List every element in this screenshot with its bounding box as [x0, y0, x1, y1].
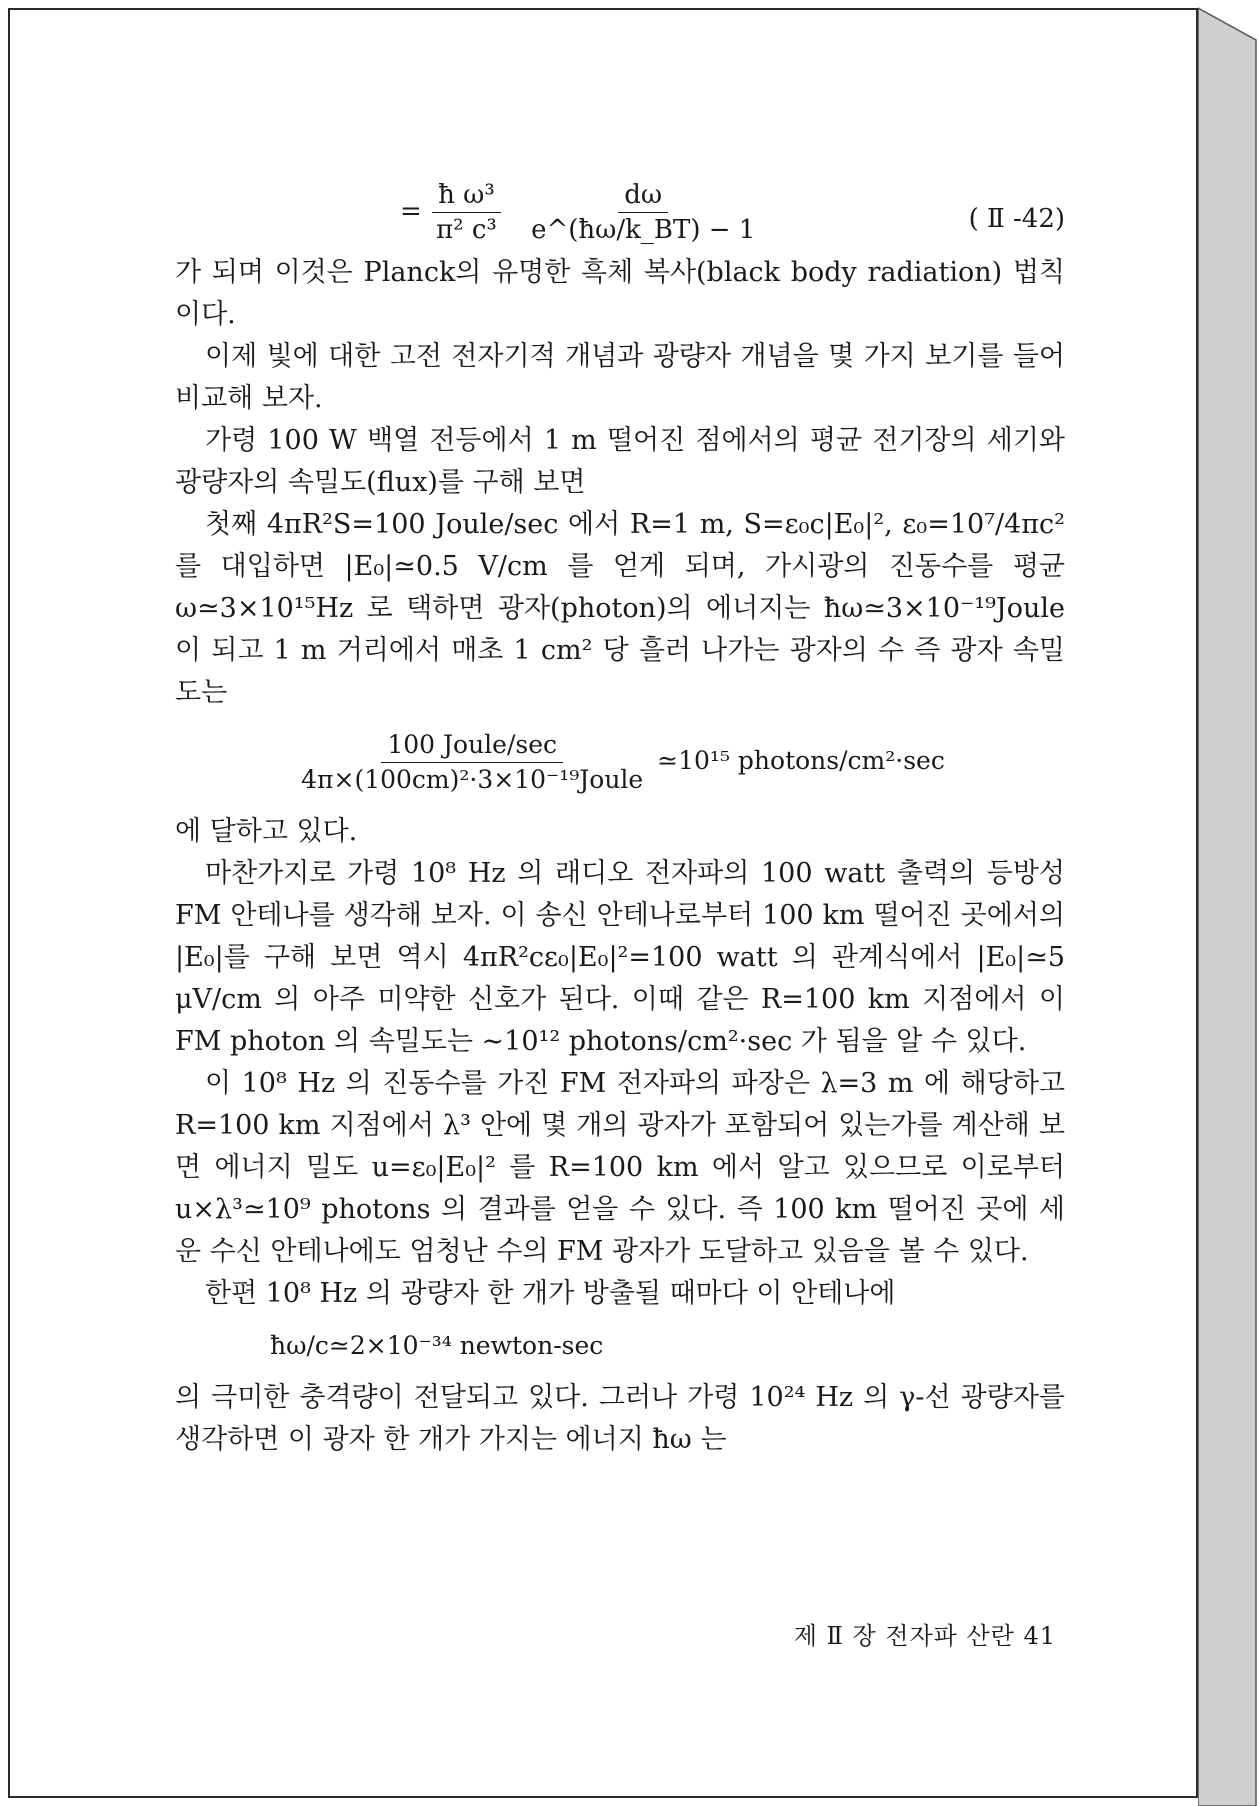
book-spine-edge	[1198, 0, 1259, 1806]
paragraph: 가령 100 W 백열 전등에서 1 m 떨어진 점에서의 평균 전기장의 세기와 광량자의 속밀도(flux)를 구해 보면	[175, 425, 1065, 498]
momentum-equation: ħω/c≃2×10⁻³⁴ newton-sec	[270, 1331, 604, 1360]
photon-flux-equation	[175, 728, 1065, 797]
flux-fraction	[295, 728, 649, 797]
fraction-denominator: 4π×(100cm)²·3×10⁻¹⁹Joule	[301, 765, 644, 794]
book-page	[8, 8, 1198, 1798]
equation-number: ( Ⅱ -42)	[968, 204, 1065, 234]
flux-result: ≃10¹⁵ photons/cm²·sec	[657, 746, 945, 775]
paragraph: 한편 10⁸ Hz 의 광량자 한 개가 방출될 때마다 이 안테나에	[205, 1278, 896, 1309]
fraction-denominator: π² c³	[436, 215, 497, 245]
paragraph: 첫째 4πR²S=100 Joule/sec 에서 R=1 m, S=ε₀c|E₀|², ε₀=10⁷/4πc² 를 대입하면 |E₀|≃0.5 V/cm 를 얻게 되며, 가시광의 진동수를 평균 ω≃3×10¹⁵Hz 로 택하면 광자(photon)의 에너지는 ħω≃3×10⁻¹⁹Joule 이 되고 1 m 거리에서 매초 1 cm² 당 흘러 나가는 광자의 수 즉 광자 속밀도는	[175, 509, 1065, 708]
fraction-hbar-omega	[430, 178, 503, 247]
fraction-numerator: 100 Joule/sec	[381, 728, 563, 763]
planck-formula	[400, 178, 761, 247]
paragraph: 마찬가지로 가령 10⁸ Hz 의 래디오 전자파의 100 watt 출력의 등방성 FM 안테나를 생각해 보자. 이 송신 안테나로부터 100 km 떨어진 곳에서의 |E₀|를 구해 보면 역시 4πR²cε₀|E₀|²=100 watt 의 관계식에서 |E₀|≃5 μV/cm 의 아주 미약한 신호가 된다. 이때 같은 R=100 km 지점에서 이 FM photon 의 속밀도는 ∼10¹² photons/cm²·sec 가 됨을 알 수 있다.	[175, 858, 1065, 1057]
fraction-numerator: dω	[618, 178, 668, 213]
paragraph: 이 10⁸ Hz 의 진동수를 가진 FM 전자파의 파장은 λ=3 m 에 해당하고 R=100 km 지점에서 λ³ 안에 몇 개의 광자가 포함되어 있는가를 계산해 보면 에너지 밀도 u=ε₀|E₀|² 를 R=100 km 에서 알고 있으므로 이로부터 u×λ³≃10⁹ photons 의 결과를 얻을 수 있다. 즉 100 km 떨어진 곳에 세운 수신 안테나에도 엄청난 수의 FM 광자가 도달하고 있음을 볼 수 있다.	[175, 1068, 1065, 1267]
paragraph: 에 달하고 있다.	[175, 816, 358, 847]
equals-sign: =	[400, 196, 422, 227]
paragraph: 의 극미한 충격량이 전달되고 있다. 그러나 가령 10²⁴ Hz 의 γ-선 광량자를 생각하면 이 광자 한 개가 가지는 에너지 ħω 는	[175, 1382, 1065, 1455]
page-content	[175, 178, 1065, 1461]
planck-equation	[175, 178, 1065, 252]
paragraph: 가 되며 이것은 Planck의 유명한 흑체 복사(black body radiation) 법칙이다.	[175, 257, 1065, 330]
fraction-numerator: ħ ω³	[432, 178, 501, 213]
fraction-denominator: e^(ħω/k_BT) − 1	[531, 215, 756, 245]
paragraph: 이제 빛에 대한 고전 전자기적 개념과 광량자 개념을 몇 가지 보기를 들어 비교해 보자.	[175, 341, 1065, 414]
fraction-d-omega	[525, 178, 761, 247]
page-footer: 제 Ⅱ 장 전자파 산란 41	[793, 1622, 1056, 1650]
